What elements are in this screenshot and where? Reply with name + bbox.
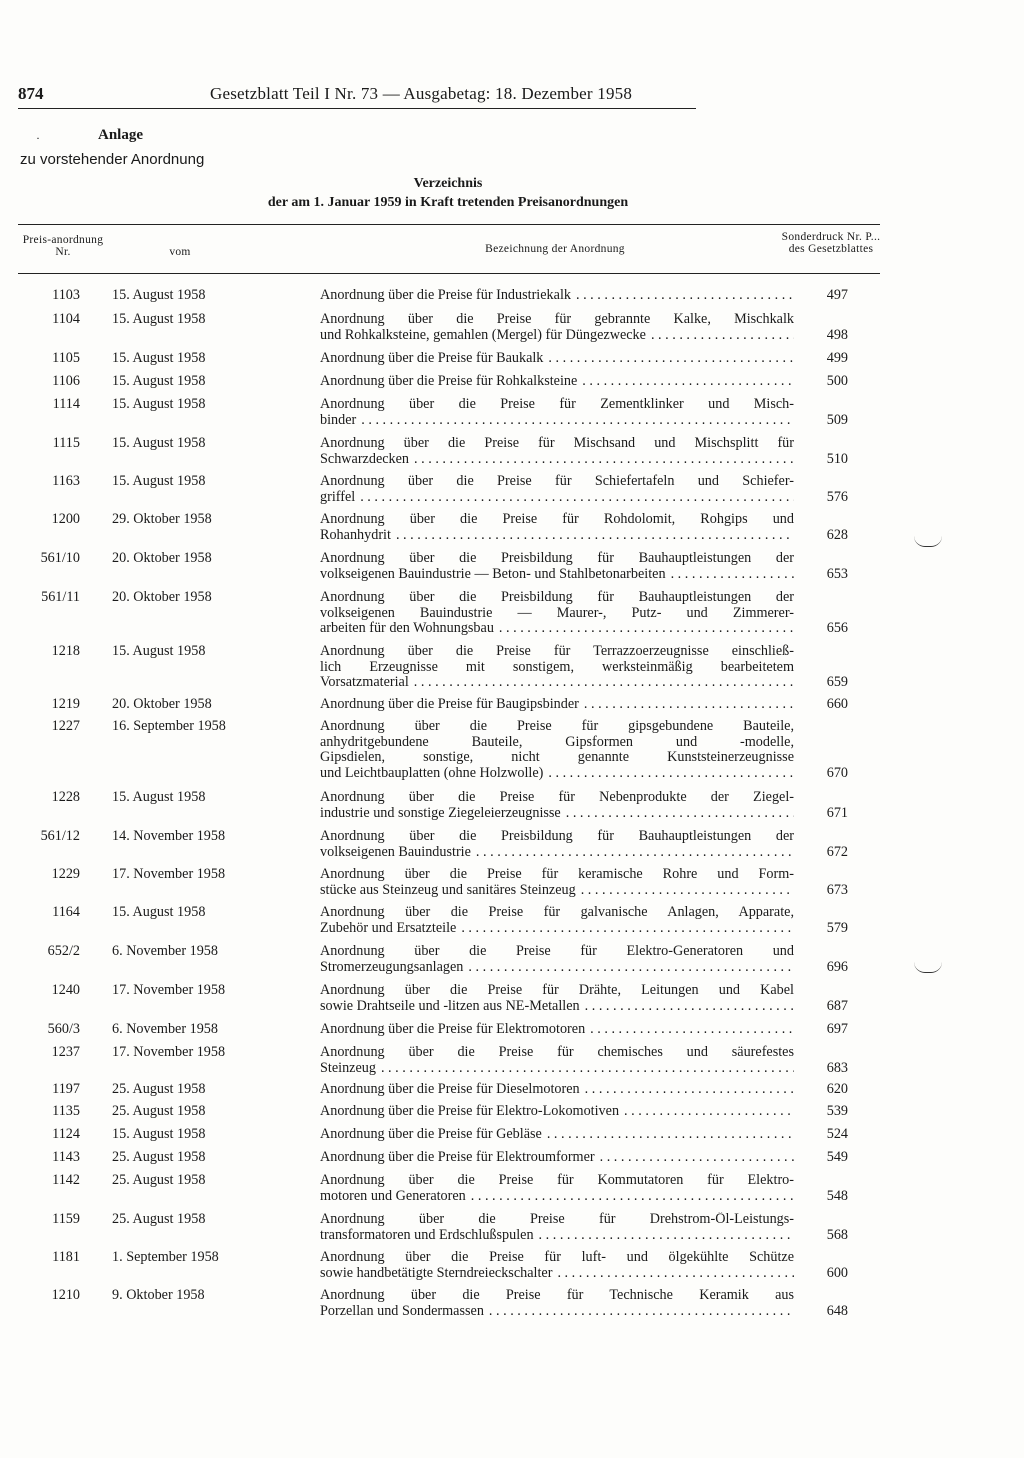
date: 6. November 1958 — [112, 943, 218, 959]
dot-leader — [489, 1304, 794, 1320]
date: 14. November 1958 — [112, 828, 226, 844]
sonderdruck-nr: 653 — [826, 565, 848, 582]
bezeichnung — [320, 1104, 794, 1120]
dot-leader — [414, 452, 794, 468]
bezeichnung-line: Anordnung über die Preise für Mischsand und Mischsplitt für — [320, 436, 794, 451]
bezeichnung-text: Vorsatzmaterial — [320, 675, 409, 691]
preisanordnung-nr: 1228 — [51, 789, 80, 805]
sonderdruck-nr: 499 — [826, 350, 848, 366]
date: 15. August 1958 — [112, 435, 206, 451]
bezeichnung-line: Anordnung über die Preise für Drehstrom-Öl-Leistungs- — [320, 1212, 794, 1227]
dot-leader — [624, 1104, 794, 1120]
date: 6. November 1958 — [112, 1021, 218, 1037]
preisanordnung-nr: 1124 — [52, 1126, 80, 1142]
bezeichnung-text: sowie Drahtseile und -litzen aus NE-Metallen — [320, 998, 580, 1014]
bezeichnung — [320, 829, 794, 860]
bezeichnung-text: stücke aus Steinzeug und sanitäres Steinzeug — [320, 882, 576, 898]
bezeichnung — [320, 1173, 794, 1204]
dot-leader — [590, 1022, 794, 1038]
date: 20. Oktober 1958 — [112, 589, 212, 605]
bezeichnung-line — [320, 413, 794, 429]
bezeichnung-line: volkseigenen Bauindustrie — Maurer-, Putz- und Zimmerer- — [320, 605, 794, 621]
bezeichnung-text: griffel — [320, 489, 356, 505]
dot-leader — [581, 883, 794, 899]
bezeichnung — [320, 1288, 794, 1319]
bezeichnung-line: Gipsdielen, sonstige, nicht genannte Kunststeinerzeugnisse — [320, 750, 794, 766]
bezeichnung-text: transformatoren und Erdschlußspulen — [320, 1227, 534, 1243]
preisanordnung-nr: 1240 — [51, 982, 80, 998]
date: 25. August 1958 — [112, 1149, 206, 1165]
dot-leader — [414, 675, 794, 691]
bezeichnung-line — [320, 675, 794, 691]
bezeichnung-line — [320, 1228, 794, 1244]
bezeichnung-line: Anordnung über die Preise für Kommutatoren für Elektro- — [320, 1173, 794, 1188]
sonderdruck-nr: 671 — [826, 804, 848, 821]
sonderdruck-nr: 659 — [826, 674, 848, 691]
preisanordnung-nr: 1115 — [52, 435, 80, 451]
date: 9. Oktober 1958 — [112, 1287, 205, 1303]
bezeichnung-line — [320, 1304, 794, 1320]
bezeichnung-text: Anordnung über die Preise für Baugipsbinder — [320, 697, 579, 712]
bezeichnung-line — [320, 1266, 794, 1282]
anlage-title: Anlage — [98, 127, 143, 143]
sonderdruck-nr: 579 — [826, 919, 848, 936]
date: 15. August 1958 — [112, 789, 206, 805]
dot-leader — [548, 351, 794, 367]
dot-leader — [468, 960, 794, 976]
date: 15. August 1958 — [112, 287, 206, 303]
sonderdruck-nr: 524 — [826, 1126, 848, 1142]
bezeichnung-text: Schwarzdecken — [320, 451, 410, 467]
bezeichnung-line — [320, 1082, 794, 1098]
bezeichnung-text: sowie handbetätigte Sterndreieckschalter — [320, 1265, 553, 1281]
bezeichnung-line: Anordnung über die Preisbildung für Bauhauptleistungen der — [320, 551, 794, 566]
bezeichnung-line — [320, 1061, 794, 1077]
bezeichnung-text: arbeiten für den Wohnungsbau — [320, 621, 494, 637]
bezeichnung-text: binder — [320, 412, 357, 428]
bezeichnung — [320, 590, 794, 637]
bezeichnung-line: Anordnung über die Preise für Terrazzoerzeugnisse einschließ- — [320, 644, 794, 659]
sonderdruck-nr: 568 — [826, 1226, 848, 1243]
preisanordnung-nr: 561/12 — [40, 828, 80, 844]
bezeichnung-text: industrie und sonstige Ziegeleierzeugnisse — [320, 805, 561, 821]
bezeichnung-line — [320, 374, 794, 390]
dot-leader — [651, 328, 794, 344]
bezeichnung — [320, 1212, 794, 1243]
preisanordnung-nr: 1181 — [52, 1249, 80, 1265]
bezeichnung-text: Anordnung über die Preise für Baukalk — [320, 351, 544, 366]
bezeichnung — [320, 1150, 794, 1166]
bezeichnung-text: Anordnung über die Preise für Elektro-Lokomotiven — [320, 1104, 620, 1119]
bezeichnung-line: Anordnung über die Preise für Nebenprodukte der Ziegel- — [320, 790, 794, 805]
stray-mark: · — [36, 131, 40, 145]
bezeichnung-line: Anordnung über die Preise für chemisches und säurefestes — [320, 1045, 794, 1060]
bezeichnung-line — [320, 845, 794, 861]
preisanordnung-nr: 560/3 — [47, 1021, 80, 1037]
date: 25. August 1958 — [112, 1211, 206, 1227]
bezeichnung — [320, 790, 794, 821]
preisanordnung-nr: 1106 — [52, 373, 80, 389]
bezeichnung-text: Anordnung über die Preise für Elektroumformer — [320, 1150, 595, 1165]
bezeichnung-line — [320, 1104, 794, 1120]
bezeichnung-line — [320, 452, 794, 468]
preisanordnung-nr: 1103 — [52, 287, 80, 303]
bezeichnung — [320, 1022, 794, 1038]
bezeichnung-line: anhydritgebundene Bauteile, Gipsformen und -modelle, — [320, 734, 794, 750]
bezeichnung-line — [320, 621, 794, 637]
bezeichnung — [320, 288, 794, 304]
bezeichnung — [320, 697, 794, 713]
bezeichnung-text: Porzellan und Sondermassen — [320, 1303, 484, 1319]
preisanordnung-nr: 1200 — [51, 511, 80, 527]
date: 15. August 1958 — [112, 311, 206, 327]
dot-leader — [471, 1189, 794, 1205]
bezeichnung-text: Anordnung über die Preise für Industriekalk — [320, 288, 571, 303]
preisanordnung-nr: 1164 — [52, 904, 80, 920]
bezeichnung-line: Anordnung über die Preise für Rohdolomit, Rohgips und — [320, 512, 794, 527]
date: 15. August 1958 — [112, 473, 206, 489]
bezeichnung-text: und Rohkalksteine, gemahlen (Mergel) für Düngezwecke — [320, 327, 646, 343]
sonderdruck-nr: 576 — [826, 488, 848, 505]
bezeichnung — [320, 1045, 794, 1076]
bezeichnung-text: motoren und Generatoren — [320, 1188, 466, 1204]
date: 15. August 1958 — [112, 373, 206, 389]
date: 17. November 1958 — [112, 866, 226, 882]
bezeichnung — [320, 312, 794, 343]
sonderdruck-nr: 620 — [826, 1081, 848, 1097]
preisanordnung-nr: 1135 — [52, 1103, 80, 1119]
bezeichnung-line: Anordnung über die Preise für Elektro-Generatoren und — [320, 944, 794, 959]
date: 15. August 1958 — [112, 350, 206, 366]
sonderdruck-nr: 497 — [826, 287, 848, 303]
sonderdruck-nr: 510 — [826, 450, 848, 467]
dot-leader — [547, 1127, 794, 1143]
bezeichnung-line — [320, 567, 794, 583]
bezeichnung-line — [320, 1022, 794, 1038]
bezeichnung-line: Anordnung über die Preisbildung für Bauhauptleistungen der — [320, 590, 794, 605]
preisanordnung-nr: 1142 — [52, 1172, 80, 1188]
preisanordnung-nr: 1210 — [51, 1287, 80, 1303]
bezeichnung — [320, 905, 794, 936]
bezeichnung-line — [320, 328, 794, 344]
dot-leader — [557, 1266, 794, 1282]
bezeichnung-line — [320, 921, 794, 937]
bezeichnung — [320, 1082, 794, 1098]
bezeichnung-line — [320, 1150, 794, 1166]
bezeichnung-line — [320, 697, 794, 713]
page-header — [18, 84, 696, 109]
sonderdruck-nr: 648 — [826, 1302, 848, 1319]
bezeichnung — [320, 436, 794, 467]
sonderdruck-nr: 683 — [826, 1059, 848, 1076]
bezeichnung — [320, 1250, 794, 1281]
table-top-rule — [18, 224, 880, 225]
bezeichnung-text: Anordnung über die Preise für Elektromotoren — [320, 1022, 586, 1037]
column-header-vom: vom — [169, 246, 191, 258]
dot-leader — [499, 621, 794, 637]
dot-leader — [566, 806, 794, 822]
sonderdruck-nr: 660 — [826, 696, 848, 712]
sonderdruck-nr: 673 — [826, 881, 848, 898]
sonderdruck-nr: 539 — [826, 1103, 848, 1119]
bezeichnung-text: Stromerzeugungsanlagen — [320, 959, 464, 975]
bezeichnung — [320, 512, 794, 543]
bezeichnung — [320, 551, 794, 582]
sonderdruck-nr: 549 — [826, 1149, 848, 1165]
dot-leader — [600, 1150, 794, 1166]
journal-title: Gesetzblatt Teil I Nr. 73 — Ausgabetag: 18. Dezember 1958 — [210, 84, 633, 103]
date: 17. November 1958 — [112, 1044, 226, 1060]
bezeichnung-text: volkseigenen Bauindustrie — Beton- und Stahlbetonarbeiten — [320, 566, 666, 582]
preisanordnung-nr: 1163 — [52, 473, 80, 489]
date: 15. August 1958 — [112, 1126, 206, 1142]
preisanordnung-nr: 1229 — [51, 866, 80, 882]
dot-leader — [548, 766, 794, 782]
bezeichnung — [320, 867, 794, 898]
list-title: Verzeichnis — [413, 176, 483, 191]
bezeichnung-line: Anordnung über die Preise für galvanische Anlagen, Apparate, — [320, 905, 794, 920]
dot-leader — [461, 921, 794, 937]
preisanordnung-nr: 1227 — [51, 718, 80, 734]
bezeichnung-line: Anordnung über die Preise für gebrannte Kalke, Mischkalk — [320, 312, 794, 327]
bezeichnung-text: volkseigenen Bauindustrie — [320, 844, 471, 860]
sonderdruck-nr: 687 — [826, 997, 848, 1014]
sonderdruck-nr: 628 — [826, 526, 848, 543]
column-header-nr: Preis-anordnung Nr. — [22, 234, 104, 258]
margin-mark — [914, 962, 942, 973]
preisanordnung-nr: 1114 — [52, 396, 80, 412]
bezeichnung-line: Anordnung über die Preise für Drähte, Leitungen und Kabel — [320, 983, 794, 998]
preisanordnung-nr: 1237 — [51, 1044, 80, 1060]
preisanordnung-nr: 1218 — [51, 643, 80, 659]
date: 15. August 1958 — [112, 643, 206, 659]
dot-leader — [671, 567, 794, 583]
bezeichnung-line — [320, 490, 794, 506]
bezeichnung-line — [320, 883, 794, 899]
bezeichnung-line — [320, 999, 794, 1015]
date: 20. Oktober 1958 — [112, 696, 212, 712]
date: 1. September 1958 — [112, 1249, 219, 1265]
bezeichnung-line: Anordnung über die Preisbildung für Bauhauptleistungen der — [320, 829, 794, 844]
dot-leader — [576, 288, 794, 304]
preisanordnung-nr: 1159 — [52, 1211, 80, 1227]
dot-leader — [585, 999, 794, 1015]
bezeichnung — [320, 1127, 794, 1143]
bezeichnung-line — [320, 806, 794, 822]
date: 25. August 1958 — [112, 1172, 206, 1188]
column-header-bezeichnung: Bezeichnung der Anordnung — [485, 243, 625, 255]
preisanordnung-nr: 1219 — [51, 696, 80, 712]
date: 15. August 1958 — [112, 904, 206, 920]
sonderdruck-nr: 656 — [826, 620, 848, 637]
page-number: 874 — [18, 84, 44, 103]
bezeichnung-line: Anordnung über die Preise für luft- und ölgekühlte Schütze — [320, 1250, 794, 1265]
dot-leader — [360, 490, 794, 506]
sonderdruck-nr: 600 — [826, 1264, 848, 1281]
date: 17. November 1958 — [112, 982, 226, 998]
bezeichnung-text: Steinzeug — [320, 1060, 376, 1076]
bezeichnung-text: Anordnung über die Preise für Gebläse — [320, 1127, 542, 1142]
sonderdruck-nr: 697 — [826, 1021, 848, 1037]
bezeichnung-line — [320, 288, 794, 304]
sonderdruck-nr: 548 — [826, 1187, 848, 1204]
date: 15. August 1958 — [112, 396, 206, 412]
margin-mark — [914, 536, 942, 547]
date: 20. Oktober 1958 — [112, 550, 212, 566]
dot-leader — [584, 697, 794, 713]
date: 16. September 1958 — [112, 718, 226, 734]
preisanordnung-nr: 1143 — [52, 1149, 80, 1165]
bezeichnung-line: lich Erzeugnisse mit sonstigem, werksteinmäßig bearbeitetem — [320, 659, 794, 675]
table-header-rule — [18, 273, 880, 274]
date: 29. Oktober 1958 — [112, 511, 212, 527]
bezeichnung-line: Anordnung über die Preise für Schiefertafeln und Schiefer- — [320, 474, 794, 489]
bezeichnung-line — [320, 960, 794, 976]
bezeichnung — [320, 474, 794, 505]
preisanordnung-nr: 1104 — [52, 311, 80, 327]
bezeichnung — [320, 983, 794, 1014]
preisanordnung-nr: 1197 — [52, 1081, 80, 1097]
preisanordnung-nr: 1105 — [52, 350, 80, 366]
dot-leader — [585, 1082, 794, 1098]
dot-leader — [396, 528, 794, 544]
bezeichnung-line — [320, 1189, 794, 1205]
bezeichnung-line: Anordnung über die Preise für keramische Rohre und Form- — [320, 867, 794, 882]
bezeichnung-text: und Leichtbauplatten (ohne Holzwolle) — [320, 765, 544, 781]
sonderdruck-nr: 500 — [826, 373, 848, 389]
bezeichnung — [320, 719, 794, 781]
bezeichnung-line: Anordnung über die Preise für gipsgebundene Bauteile, — [320, 719, 794, 734]
sonderdruck-nr: 672 — [826, 843, 848, 860]
preisanordnung-nr: 561/11 — [41, 589, 80, 605]
preisanordnung-nr: 561/10 — [40, 550, 80, 566]
list-subtitle: der am 1. Januar 1959 in Kraft tretenden Preisanordnungen — [267, 195, 629, 210]
bezeichnung — [320, 644, 794, 691]
bezeichnung-text: Anordnung über die Preise für Rohkalksteine — [320, 374, 578, 389]
dot-leader — [539, 1228, 794, 1244]
bezeichnung-line: Anordnung über die Preise für Zementklinker und Misch- — [320, 397, 794, 412]
date: 25. August 1958 — [112, 1081, 206, 1097]
dot-leader — [476, 845, 794, 861]
sonderdruck-nr: 509 — [826, 411, 848, 428]
bezeichnung-line: Anordnung über die Preise für Technische Keramik aus — [320, 1288, 794, 1303]
bezeichnung — [320, 397, 794, 428]
bezeichnung-line — [320, 351, 794, 367]
bezeichnung — [320, 374, 794, 390]
bezeichnung-line — [320, 528, 794, 544]
bezeichnung-text: Zubehör und Ersatzteile — [320, 920, 457, 936]
dot-leader — [361, 413, 794, 429]
bezeichnung-text: Rohanhydrit — [320, 527, 391, 543]
anlage-subtitle: zu vorstehender Anordnung — [20, 151, 205, 168]
dot-leader — [381, 1061, 794, 1077]
column-header-sonderdruck: Sonderdruck Nr. P... des Gesetzblattes — [781, 231, 881, 255]
bezeichnung-text: Anordnung über die Preise für Dieselmotoren — [320, 1082, 580, 1097]
date: 25. August 1958 — [112, 1103, 206, 1119]
preisanordnung-nr: 652/2 — [47, 943, 80, 959]
sonderdruck-nr: 498 — [826, 326, 848, 343]
bezeichnung-line — [320, 766, 794, 782]
bezeichnung — [320, 944, 794, 975]
bezeichnung-line — [320, 1127, 794, 1143]
bezeichnung — [320, 351, 794, 367]
dot-leader — [582, 374, 794, 390]
sonderdruck-nr: 696 — [826, 958, 848, 975]
sonderdruck-nr: 670 — [826, 764, 848, 781]
